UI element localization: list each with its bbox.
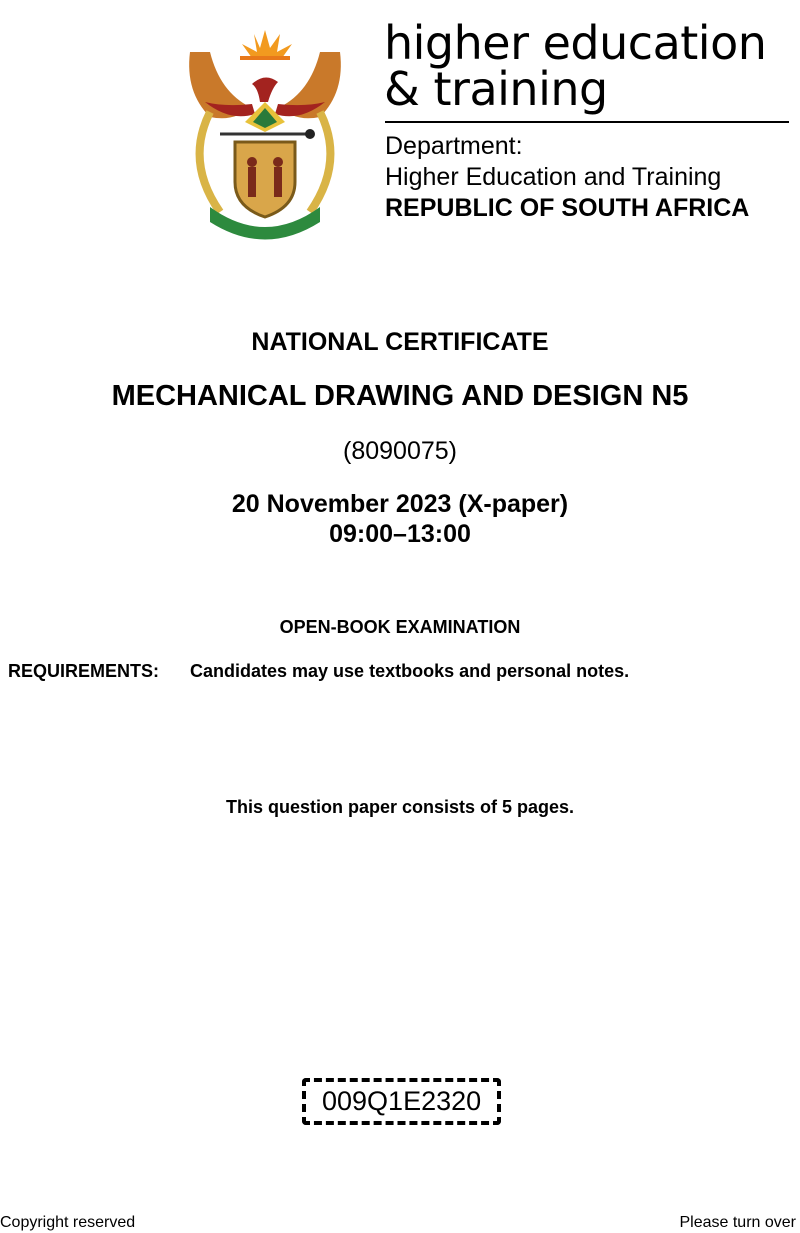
paper-code: 009Q1E2320	[302, 1078, 501, 1125]
certificate-title: NATIONAL CERTIFICATE	[251, 328, 549, 356]
coat-of-arms-logo	[180, 22, 350, 242]
requirements-text: Candidates may use textbooks and personal notes.	[190, 661, 630, 681]
exam-time: 09:00–13:00	[329, 520, 471, 548]
exam-date: 20 November 2023 (X-paper)	[231, 490, 569, 518]
pages-note: This question paper consists of 5 pages.	[225, 797, 575, 817]
dept-line-3: REPUBLIC OF SOUTH AFRICA	[385, 194, 750, 222]
subject-code: (8090075)	[343, 437, 457, 465]
footer-turn-over: Please turn over	[679, 1214, 796, 1231]
subject-title: MECHANICAL DRAWING AND DESIGN N5	[111, 380, 689, 412]
coat-of-arms-icon	[180, 22, 350, 242]
dept-line-1: Department:	[385, 132, 523, 160]
paper-code-box	[302, 1078, 501, 1125]
brand-line-1: higher education	[384, 16, 767, 70]
brand-line-2: & training	[384, 62, 608, 116]
requirements-label: REQUIREMENTS:	[8, 661, 160, 681]
exam-type: OPEN-BOOK EXAMINATION	[279, 617, 521, 637]
dept-line-2: Higher Education and Training	[385, 163, 722, 191]
footer-copyright: Copyright reserved	[0, 1214, 136, 1231]
brand-divider	[385, 121, 789, 123]
